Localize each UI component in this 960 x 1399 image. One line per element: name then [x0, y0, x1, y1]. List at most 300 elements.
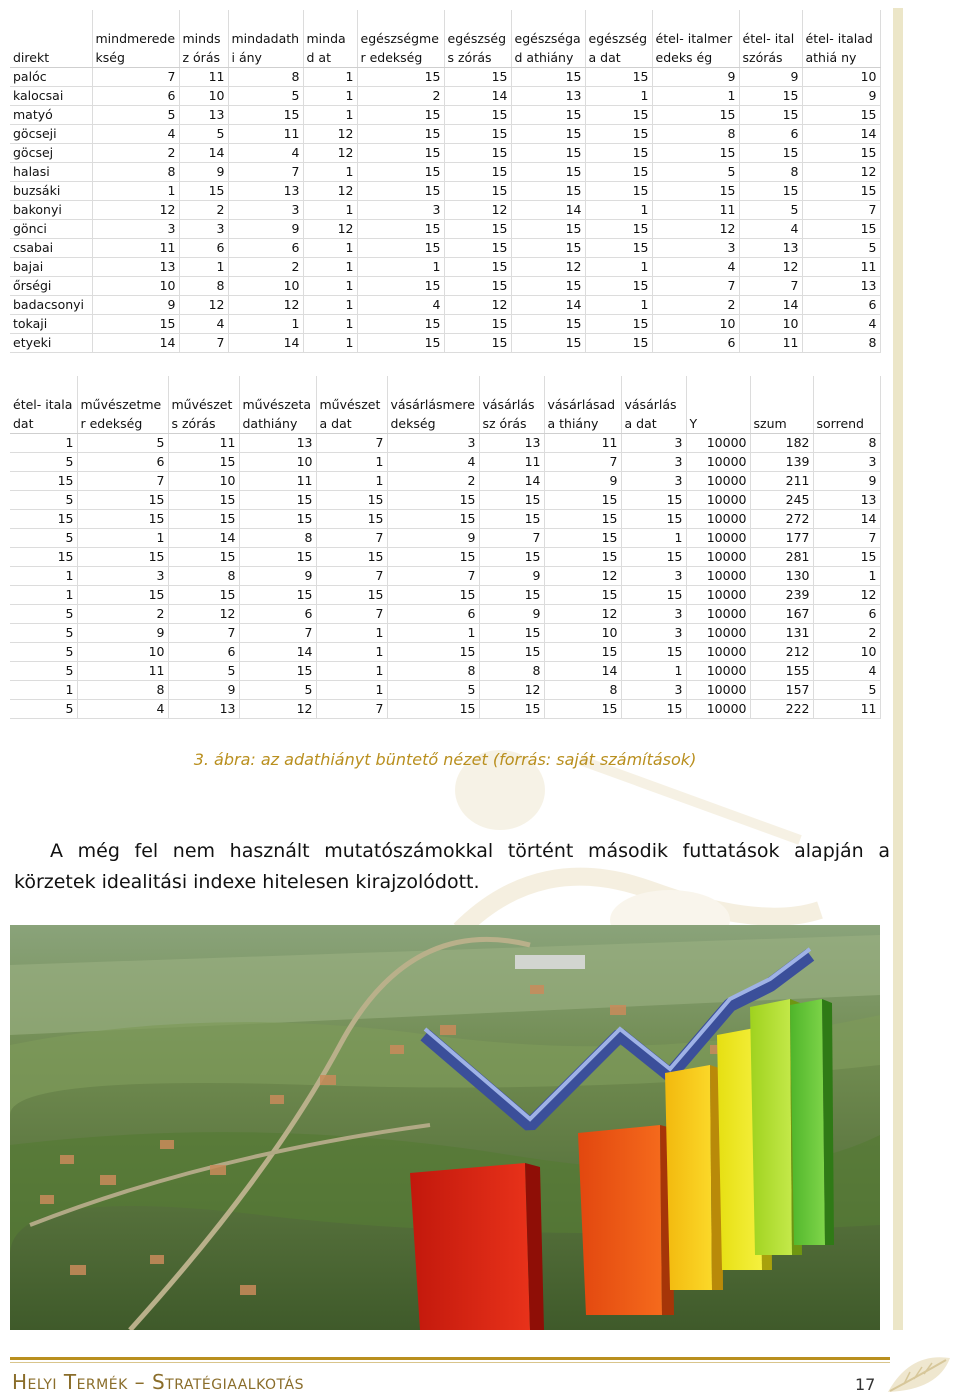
table-cell: 15: [10, 510, 77, 529]
table-cell: 4: [92, 125, 179, 144]
table-cell: 15: [479, 491, 544, 510]
table-cell: 10000: [686, 700, 750, 719]
table-cell: 15: [585, 144, 652, 163]
table-cell: 12: [813, 586, 880, 605]
column-header: művészeta dathiány: [239, 376, 316, 434]
table-cell: 6: [813, 605, 880, 624]
table-cell: 1: [303, 315, 357, 334]
table-cell: 11: [652, 201, 739, 220]
table-row: [10, 315, 880, 334]
table-cell: 15: [357, 125, 444, 144]
table-cell: 3: [813, 453, 880, 472]
table-cell: 5: [92, 106, 179, 125]
table-cell: 15: [479, 643, 544, 662]
table-cell: 8: [479, 662, 544, 681]
table-cell: 3: [77, 567, 168, 586]
table-row: [10, 453, 880, 472]
table-cell: 15: [92, 315, 179, 334]
table-cell: 12: [303, 220, 357, 239]
table-cell: 13: [228, 182, 303, 201]
table-cell: 182: [750, 434, 813, 453]
table-cell: 1: [303, 258, 357, 277]
table-cell: 15: [444, 182, 511, 201]
table-cell: 3: [621, 624, 686, 643]
table-cell: 15: [544, 643, 621, 662]
table-cell: 15: [544, 548, 621, 567]
table-cell: 15: [239, 491, 316, 510]
table-row: [10, 334, 880, 353]
table-cell: 1: [316, 453, 387, 472]
table-cell: 6: [239, 605, 316, 624]
table-cell: 5: [10, 643, 77, 662]
table-cell: 9: [387, 529, 479, 548]
column-header: direkt: [10, 10, 92, 68]
table-row: [10, 529, 880, 548]
table-cell: 10000: [686, 586, 750, 605]
table-cell: 2: [813, 624, 880, 643]
table-cell: 10000: [686, 624, 750, 643]
table-cell: 7: [739, 277, 802, 296]
row-label-cell: buzsáki: [10, 182, 92, 201]
table-cell: 15: [621, 491, 686, 510]
table-cell: 14: [239, 643, 316, 662]
table-cell: 10000: [686, 529, 750, 548]
row-label-cell: matyó: [10, 106, 92, 125]
table-cell: 15: [444, 315, 511, 334]
table-cell: 5: [168, 662, 239, 681]
table-cell: 5: [802, 239, 880, 258]
table-cell: 9: [239, 567, 316, 586]
column-header: étel- italadathiá ny: [802, 10, 880, 68]
table-cell: 5: [179, 125, 228, 144]
table-cell: 5: [10, 700, 77, 719]
table-cell: 15: [316, 548, 387, 567]
table-cell: 1: [303, 106, 357, 125]
table-cell: 10: [228, 277, 303, 296]
table-cell: 1: [77, 529, 168, 548]
table-cell: 3: [621, 453, 686, 472]
table-cell: 2: [387, 472, 479, 491]
table-cell: 3: [621, 472, 686, 491]
column-header: egészségmer edekség: [357, 10, 444, 68]
table-cell: 9: [544, 472, 621, 491]
table-cell: 1: [585, 296, 652, 315]
row-label-cell: etyeki: [10, 334, 92, 353]
table-cell: 5: [813, 681, 880, 700]
table-cell: 15: [621, 548, 686, 567]
table-cell: 2: [77, 605, 168, 624]
table-cell: 2: [92, 144, 179, 163]
table-cell: 5: [10, 529, 77, 548]
table-cell: 3: [652, 239, 739, 258]
table-cell: 6: [77, 453, 168, 472]
table-cell: 15: [585, 239, 652, 258]
table-cell: 10: [179, 87, 228, 106]
leaf-ornament-icon: [880, 1350, 955, 1398]
table-cell: 3: [621, 567, 686, 586]
table-cell: 6: [739, 125, 802, 144]
table-cell: 7: [813, 529, 880, 548]
table-cell: 15: [813, 548, 880, 567]
table-cell: 272: [750, 510, 813, 529]
table-cell: 5: [239, 681, 316, 700]
table-row: [10, 239, 880, 258]
table-cell: 11: [239, 472, 316, 491]
table-cell: 13: [168, 700, 239, 719]
table-cell: 4: [652, 258, 739, 277]
table-cell: 1: [179, 258, 228, 277]
column-header: mindadathi ány: [228, 10, 303, 68]
table-cell: 12: [179, 296, 228, 315]
table-cell: 9: [802, 87, 880, 106]
table-cell: 222: [750, 700, 813, 719]
column-header: mindmerede kség: [92, 10, 179, 68]
column-header: művészeta dat: [316, 376, 387, 434]
table-row: [10, 163, 880, 182]
table-cell: 11: [813, 700, 880, 719]
table-cell: 15: [802, 220, 880, 239]
table-cell: 1: [10, 681, 77, 700]
table-cell: 7: [802, 201, 880, 220]
table-cell: 11: [77, 662, 168, 681]
table-row: [10, 662, 880, 681]
table-cell: 15: [585, 220, 652, 239]
table-cell: 2: [357, 87, 444, 106]
table-cell: 15: [10, 548, 77, 567]
table-cell: 7: [77, 472, 168, 491]
table-cell: 3: [621, 434, 686, 453]
table-row: [10, 548, 880, 567]
column-header: étel- italszórás: [739, 10, 802, 68]
table-cell: 7: [168, 624, 239, 643]
table-row: [10, 68, 880, 87]
table-cell: 15: [479, 586, 544, 605]
table-cell: 15: [511, 106, 585, 125]
row-label-cell: badacsonyi: [10, 296, 92, 315]
table-cell: 1: [303, 277, 357, 296]
table-cell: 14: [228, 334, 303, 353]
table-cell: 15: [387, 548, 479, 567]
table-cell: 15: [652, 182, 739, 201]
table-cell: 15: [228, 106, 303, 125]
table-cell: 3: [179, 220, 228, 239]
footer-rule-thin: [10, 1362, 890, 1363]
village-aerial-photo: [10, 925, 880, 1330]
table-cell: 9: [77, 624, 168, 643]
table-cell: 8: [544, 681, 621, 700]
table-cell: 14: [179, 144, 228, 163]
table-cell: 15: [585, 315, 652, 334]
table-cell: 15: [316, 586, 387, 605]
row-label-cell: göcsej: [10, 144, 92, 163]
table-cell: 14: [511, 201, 585, 220]
table-cell: 15: [357, 277, 444, 296]
table-cell: 15: [168, 548, 239, 567]
table-cell: 15: [444, 220, 511, 239]
table-cell: 15: [479, 548, 544, 567]
table-cell: 15: [585, 125, 652, 144]
table-cell: 2: [228, 258, 303, 277]
table-cell: 10: [652, 315, 739, 334]
table-cell: 4: [387, 453, 479, 472]
table-cell: 6: [387, 605, 479, 624]
table-cell: 9: [168, 681, 239, 700]
footer-rule: [10, 1357, 890, 1360]
table-cell: 3: [621, 681, 686, 700]
table-cell: 15: [444, 277, 511, 296]
table-cell: 8: [387, 662, 479, 681]
table-cell: 7: [228, 163, 303, 182]
table-cell: 15: [802, 182, 880, 201]
table-header-row: [10, 10, 880, 68]
table-row: [10, 700, 880, 719]
table-cell: 15: [544, 700, 621, 719]
column-header: vásárlásmere dekség: [387, 376, 479, 434]
table-cell: 15: [357, 315, 444, 334]
table-row: [10, 491, 880, 510]
table-cell: 15: [239, 662, 316, 681]
page-number: 17: [855, 1375, 876, 1394]
table-cell: 139: [750, 453, 813, 472]
table-cell: 1: [303, 68, 357, 87]
table-cell: 2: [652, 296, 739, 315]
row-label-cell: bajai: [10, 258, 92, 277]
column-header: művészets zórás: [168, 376, 239, 434]
table-cell: 15: [444, 258, 511, 277]
table-cell: 12: [544, 605, 621, 624]
table-cell: 4: [228, 144, 303, 163]
table-cell: 15: [77, 510, 168, 529]
table-cell: 281: [750, 548, 813, 567]
table-cell: 15: [239, 548, 316, 567]
column-header: étel- italmeredeks ég: [652, 10, 739, 68]
table-cell: 15: [544, 529, 621, 548]
table-cell: 5: [739, 201, 802, 220]
table-cell: 9: [479, 605, 544, 624]
table-cell: 4: [77, 700, 168, 719]
table-cell: 9: [92, 296, 179, 315]
table-cell: 15: [621, 586, 686, 605]
table-cell: 5: [10, 624, 77, 643]
table-cell: 12: [303, 144, 357, 163]
table-cell: 5: [10, 453, 77, 472]
table-row: [10, 643, 880, 662]
table-cell: 12: [239, 700, 316, 719]
table-cell: 12: [544, 567, 621, 586]
table-row: [10, 201, 880, 220]
table-cell: 15: [802, 106, 880, 125]
region-scores-table-2: [10, 376, 881, 719]
table-cell: 15: [179, 182, 228, 201]
column-header: sorrend: [813, 376, 880, 434]
table-cell: 15: [479, 624, 544, 643]
table-cell: 15: [739, 87, 802, 106]
table-cell: 15: [511, 315, 585, 334]
table-cell: 8: [228, 68, 303, 87]
table-cell: 15: [511, 182, 585, 201]
table-cell: 11: [179, 68, 228, 87]
table-cell: 9: [652, 68, 739, 87]
table-cell: 15: [77, 586, 168, 605]
table-cell: 12: [168, 605, 239, 624]
column-header: vásárlása dat: [621, 376, 686, 434]
table-cell: 7: [179, 334, 228, 353]
table-cell: 15: [585, 106, 652, 125]
table-cell: 7: [387, 567, 479, 586]
column-header: vásárlássz órás: [479, 376, 544, 434]
table-cell: 8: [168, 567, 239, 586]
table-cell: 15: [168, 453, 239, 472]
table-cell: 15: [544, 491, 621, 510]
column-header: egészségad athiány: [511, 10, 585, 68]
table-cell: 10000: [686, 681, 750, 700]
table-cell: 15: [357, 220, 444, 239]
table-cell: 15: [10, 472, 77, 491]
table-cell: 13: [479, 434, 544, 453]
table-row: [10, 125, 880, 144]
table-cell: 13: [179, 106, 228, 125]
table-cell: 11: [479, 453, 544, 472]
column-header: művészetmer edekség: [77, 376, 168, 434]
table-cell: 15: [511, 239, 585, 258]
table-cell: 12: [228, 296, 303, 315]
table-cell: 10000: [686, 510, 750, 529]
table-cell: 15: [511, 334, 585, 353]
table-cell: 15: [544, 586, 621, 605]
table-cell: 1: [303, 239, 357, 258]
table-cell: 7: [316, 529, 387, 548]
table-cell: 10000: [686, 453, 750, 472]
table-cell: 15: [585, 163, 652, 182]
table-cell: 8: [77, 681, 168, 700]
table-cell: 15: [511, 68, 585, 87]
table-cell: 15: [585, 68, 652, 87]
table-cell: 211: [750, 472, 813, 491]
table-cell: 10000: [686, 434, 750, 453]
table-cell: 8: [813, 434, 880, 453]
table-cell: 1: [585, 258, 652, 277]
table-cell: 157: [750, 681, 813, 700]
table-row: [10, 586, 880, 605]
table-cell: 1: [228, 315, 303, 334]
table-cell: 15: [77, 548, 168, 567]
table-cell: 8: [179, 277, 228, 296]
table-cell: 15: [544, 510, 621, 529]
table-cell: 4: [739, 220, 802, 239]
table-cell: 14: [813, 510, 880, 529]
table-cell: 1: [92, 182, 179, 201]
table-cell: 1: [10, 586, 77, 605]
table-cell: 6: [652, 334, 739, 353]
table-cell: 131: [750, 624, 813, 643]
figure-caption: 3. ábra: az adathiányt büntető nézet (forrás: saját számítások): [193, 750, 697, 769]
table-cell: 1: [652, 87, 739, 106]
table-cell: 7: [544, 453, 621, 472]
table-row: [10, 605, 880, 624]
table-cell: 4: [357, 296, 444, 315]
table-cell: 12: [444, 296, 511, 315]
table-cell: 1: [585, 87, 652, 106]
table-cell: 14: [92, 334, 179, 353]
row-label-cell: göcseji: [10, 125, 92, 144]
table-cell: 9: [813, 472, 880, 491]
table-cell: 15: [444, 163, 511, 182]
table-cell: 11: [228, 125, 303, 144]
table-cell: 7: [316, 700, 387, 719]
table-cell: 5: [652, 163, 739, 182]
table-cell: 13: [802, 277, 880, 296]
table-cell: 15: [357, 144, 444, 163]
table-cell: 13: [739, 239, 802, 258]
table-cell: 1: [10, 567, 77, 586]
table-cell: 10000: [686, 643, 750, 662]
table-cell: 239: [750, 586, 813, 605]
table-cell: 15: [357, 68, 444, 87]
table-cell: 167: [750, 605, 813, 624]
table-cell: 1: [585, 201, 652, 220]
table-cell: 10: [168, 472, 239, 491]
column-header: étel- italadat: [10, 376, 77, 434]
table-cell: 8: [92, 163, 179, 182]
table-cell: 7: [479, 529, 544, 548]
table-cell: 15: [444, 144, 511, 163]
table-cell: 15: [444, 239, 511, 258]
table-cell: 1: [303, 163, 357, 182]
table-cell: 1: [316, 472, 387, 491]
table-cell: 1: [357, 258, 444, 277]
row-label-cell: kalocsai: [10, 87, 92, 106]
table-cell: 15: [387, 700, 479, 719]
table-cell: 15: [652, 144, 739, 163]
table-cell: 15: [652, 106, 739, 125]
table-cell: 15: [357, 182, 444, 201]
table-cell: 15: [387, 643, 479, 662]
table-cell: 1: [10, 434, 77, 453]
table-cell: 4: [802, 315, 880, 334]
row-label-cell: csabai: [10, 239, 92, 258]
table-row: [10, 87, 880, 106]
table-cell: 15: [739, 106, 802, 125]
table-cell: 14: [444, 87, 511, 106]
table-row: [10, 220, 880, 239]
table-cell: 15: [739, 144, 802, 163]
table-cell: 12: [303, 125, 357, 144]
table-cell: 11: [92, 239, 179, 258]
table-cell: 13: [239, 434, 316, 453]
table-cell: 6: [802, 296, 880, 315]
table-cell: 1: [387, 624, 479, 643]
side-margin-bar: [893, 8, 903, 1330]
table-cell: 10: [92, 277, 179, 296]
row-label-cell: bakonyi: [10, 201, 92, 220]
table-cell: 15: [168, 586, 239, 605]
table-cell: 1: [303, 201, 357, 220]
column-header: Y: [686, 376, 750, 434]
table-cell: 12: [444, 201, 511, 220]
table-cell: 6: [228, 239, 303, 258]
table-row: [10, 258, 880, 277]
table-cell: 15: [77, 491, 168, 510]
table-cell: 2: [179, 201, 228, 220]
table-cell: 6: [168, 643, 239, 662]
table-cell: 1: [303, 334, 357, 353]
table-cell: 4: [813, 662, 880, 681]
table-cell: 7: [316, 434, 387, 453]
table-cell: 15: [585, 334, 652, 353]
table-cell: 10000: [686, 662, 750, 681]
row-label-cell: őrségi: [10, 277, 92, 296]
table-row: [10, 144, 880, 163]
